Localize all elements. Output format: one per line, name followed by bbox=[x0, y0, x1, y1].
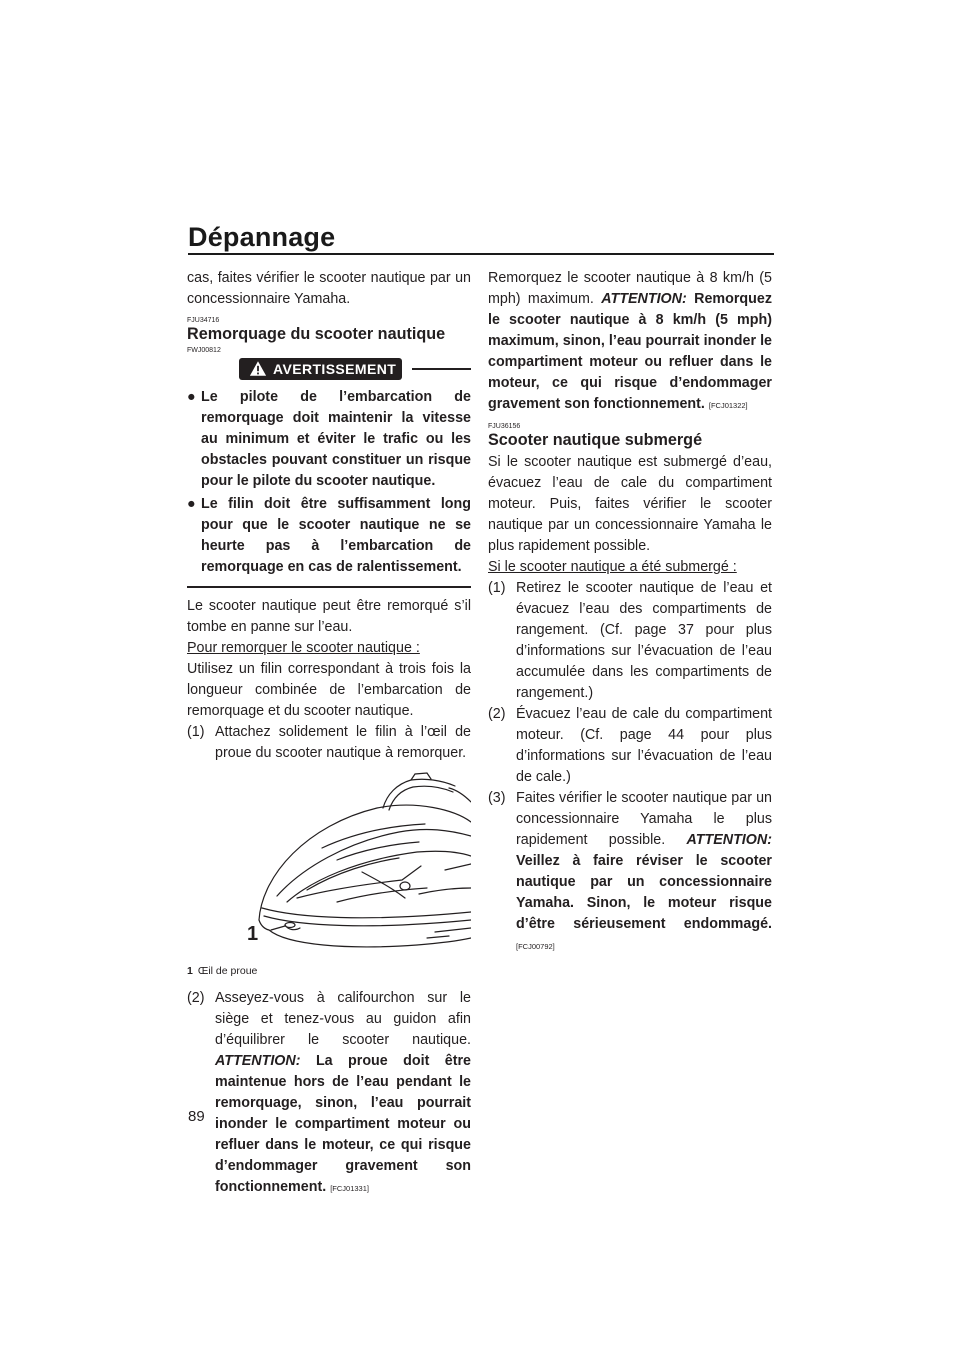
left-column bbox=[187, 268, 471, 1199]
bow-eye-figure bbox=[187, 770, 471, 982]
step-number: (1) bbox=[488, 580, 506, 596]
attention-label: ATTENTION: bbox=[215, 1053, 301, 1069]
reference-code: [FCJ01331] bbox=[330, 1184, 369, 1193]
step-text: Asseyez-vous à califourchon sur le siège et tenez-vous au guidon afin d’équilibrer le scooter nautique. bbox=[215, 990, 471, 1048]
step-text-block bbox=[516, 788, 772, 957]
figure-caption bbox=[187, 961, 471, 982]
warning-body bbox=[187, 380, 471, 588]
tow-step-2 bbox=[187, 988, 471, 1199]
step-text: Retirez le scooter nautique de l’eau et évacuez l’eau des compartiments de rangement. (Cf. page 37 pour plus d’informations sur l’évacuation de l’eau accumulée dans les compartiments de rangement.) bbox=[516, 580, 772, 701]
step-text: Évacuez l’eau de cale du compartiment moteur. (Cf. page 44 pour plus d’informations sur l’évacuation de l’eau de cale.) bbox=[516, 706, 772, 785]
step-number: (2) bbox=[488, 706, 506, 722]
warning-code: FWJ00812 bbox=[187, 347, 221, 354]
submerged-step-3 bbox=[488, 788, 772, 957]
bullet-dot-icon: ● bbox=[187, 496, 196, 512]
warning-icon bbox=[249, 360, 267, 377]
attention-text: Remorquez le scooter nautique à 8 km/h (5 mph) maximum, sinon, l’eau pourrait inonder le compartiment moteur ou refluer dans le moteur, ce qui risque d’endommager gravement son fonctionnement. bbox=[488, 291, 772, 412]
watercraft-illustration bbox=[187, 770, 471, 952]
warning-bullet bbox=[187, 387, 471, 492]
intro-text: cas, faites vérifier le scooter nautique par un concessionnaire Yamaha. bbox=[187, 270, 471, 307]
reference-code: [FCJ01322] bbox=[708, 401, 748, 410]
attention-text: La proue doit être maintenue hors de l’eau pendant le remorquage, sinon, l’eau pourrait inonder le compartiment moteur ou refluer dans le moteur, ce qui risque d’endommager gravement son fonctionnement. bbox=[215, 1053, 471, 1195]
tow-rope-text: Utilisez un filin correspondant à trois fois la longueur combinée de l’embarcation de remorquage et du scooter nautique. bbox=[187, 661, 471, 719]
attention-text: Veillez à faire réviser le scooter nautique par un concessionnaire Yamaha. Sinon, le moteur risque d’être sérieusement endommagé. bbox=[516, 853, 772, 932]
right-column bbox=[488, 268, 772, 957]
submerged-subheading: Si le scooter nautique a été submergé : bbox=[488, 559, 737, 575]
step-text: Faites vérifier le scooter nautique par un concessionnaire Yamaha le plus rapidement possible. bbox=[516, 790, 772, 848]
warning-bullet bbox=[187, 494, 471, 578]
warning-label-text: AVERTISSEMENT bbox=[273, 360, 397, 377]
tow-speed-text: Remorquez le scooter nautique à 8 km/h (5 mph) maximum. bbox=[488, 270, 772, 307]
warning-label bbox=[239, 358, 402, 380]
section-heading-towing: Remorquage du scooter nautique bbox=[187, 325, 446, 343]
tow-speed-block bbox=[488, 268, 772, 416]
step-text-block bbox=[215, 988, 471, 1199]
section-heading-submerged: Scooter nautique submergé bbox=[488, 431, 703, 449]
page-number: 89 bbox=[188, 1108, 205, 1125]
submerged-step-1 bbox=[488, 578, 772, 704]
attention-label: ATTENTION: bbox=[601, 291, 687, 307]
figure-callout-label: 1 bbox=[247, 923, 259, 945]
bullet-dot-icon: ● bbox=[187, 389, 196, 405]
tow-intro-text: Le scooter nautique peut être remorqué s’il tombe en panne sur l’eau. bbox=[187, 598, 471, 635]
tow-subheading: Pour remorquer le scooter nautique : bbox=[187, 640, 420, 656]
warning-box bbox=[187, 358, 471, 588]
title-rule bbox=[188, 253, 774, 255]
section-code: FJU36156 bbox=[488, 423, 521, 430]
caption-number: 1 bbox=[187, 965, 193, 977]
submerged-step-2 bbox=[488, 704, 772, 788]
step-number: (3) bbox=[488, 790, 506, 806]
step-number: (2) bbox=[187, 990, 205, 1006]
attention-label: ATTENTION: bbox=[686, 832, 772, 848]
warning-bullet-text: Le filin doit être suffisamment long pour que le scooter nautique ne se heurte pas à l’embarcation de remorquage en cas de ralentissement. bbox=[201, 496, 471, 575]
warning-bullet-text: Le pilote de l’embarcation de remorquage doit maintenir la vitesse au minimum et éviter le trafic ou les obstacles pouvant constituer un risque pour le pilote du scooter nautique. bbox=[201, 389, 471, 489]
tow-step-1 bbox=[187, 722, 471, 764]
step-number: (1) bbox=[187, 724, 205, 740]
submerged-intro-text: Si le scooter nautique est submergé d’eau, évacuez l’eau de cale du compartiment moteur. Puis, faites vérifier le scooter nautique par un concessionnaire Yamaha le plus rapidement possible. bbox=[488, 454, 772, 554]
page-title: Dépannage bbox=[188, 222, 336, 252]
caption-text: Œil de proue bbox=[197, 965, 258, 977]
section-code: FJU34716 bbox=[187, 317, 220, 324]
warning-header bbox=[187, 358, 471, 380]
reference-code: [FCJ00792] bbox=[516, 942, 555, 951]
warning-header-rule bbox=[412, 368, 471, 370]
step-text: Attachez solidement le filin à l’œil de proue du scooter nautique à remorquer. bbox=[215, 724, 471, 761]
